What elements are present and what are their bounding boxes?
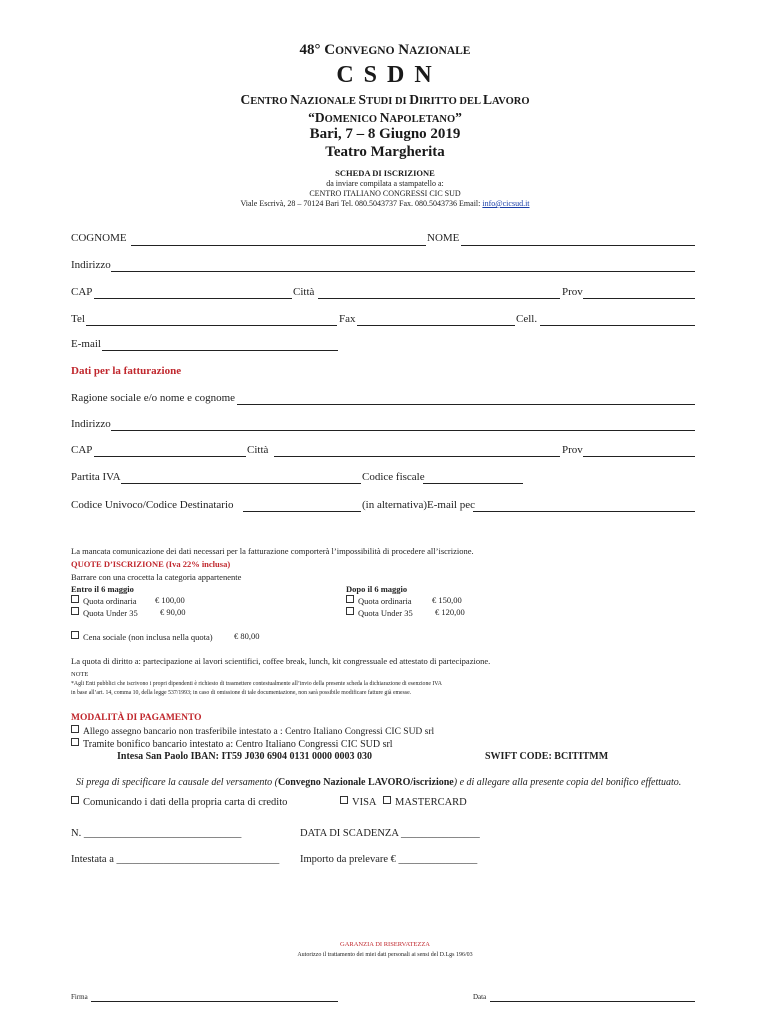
iban: Intesa San Paolo IBAN: IT59 J030 6904 0131 0000 0003 030 bbox=[117, 751, 373, 762]
firma-field[interactable] bbox=[91, 1001, 338, 1002]
billing-citta-field[interactable] bbox=[274, 456, 560, 457]
checkbox-icon[interactable] bbox=[340, 796, 348, 804]
card-number-field[interactable]: N. ______________________________ bbox=[71, 828, 242, 839]
indirizzo-label: Indirizzo bbox=[71, 259, 111, 271]
prov-field[interactable] bbox=[583, 298, 695, 299]
card-holder-field[interactable]: Intestata a _______________________________ bbox=[71, 854, 280, 865]
nome-field[interactable] bbox=[461, 245, 695, 246]
prov-label: Prov bbox=[562, 286, 583, 298]
checkbox-icon[interactable] bbox=[71, 796, 79, 804]
payment-option-cheque[interactable]: Allego assegno bancario non trasferibile intestato a : Centro Italiano Congressi CIC SUD srl bbox=[71, 725, 434, 737]
fee-before-ordinaria[interactable]: Quota ordinaria bbox=[71, 595, 137, 606]
fee-after-ordinaria-price: € 150,00 bbox=[432, 595, 462, 605]
contact-address: Viale Escrivà, 28 – 70124 Bari Tel. 080.5043737 Fax. 080.5043736 Email: info@cicsud.it bbox=[240, 199, 530, 208]
swift-code: SWIFT CODE: BCITITMM bbox=[485, 751, 609, 762]
cognome-field[interactable] bbox=[131, 245, 426, 246]
cf-label: Codice fiscale bbox=[362, 471, 425, 483]
cognome-label: COGNOME bbox=[71, 232, 127, 244]
note-line-2: in base all’art. 14, comma 10, della legge 537/1993; in caso di omissione di tale documentazione, non sarà possibile modificare fatture già emesse. bbox=[71, 690, 412, 696]
fee-after-under35-price: € 120,00 bbox=[435, 607, 465, 617]
privacy-text: Autorizzo il trattamento dei miei dati personali ai sensi del D.Lgs 196/03 bbox=[297, 952, 473, 958]
fees-after-title: Dopo il 6 maggio bbox=[346, 584, 408, 594]
pec-field[interactable] bbox=[473, 511, 695, 512]
tel-field[interactable] bbox=[86, 325, 337, 326]
billing-cap-field[interactable] bbox=[94, 456, 246, 457]
checkbox-icon[interactable] bbox=[71, 725, 79, 733]
checkbox-icon[interactable] bbox=[71, 631, 79, 639]
ragione-label: Ragione sociale e/o nome e cognome bbox=[71, 392, 236, 404]
indirizzo-field[interactable] bbox=[111, 271, 695, 272]
send-recipient: CENTRO ITALIANO CONGRESSI CIC SUD bbox=[309, 189, 461, 198]
event-venue: Teatro Margherita bbox=[325, 144, 445, 160]
payment-title: MODALITÀ DI PAGAMENTO bbox=[71, 713, 202, 723]
payment-option-card[interactable]: Comunicando i dati della propria carta di credito bbox=[71, 796, 287, 808]
org-full-name: CENTRO NAZIONALE STUDI DI DIRITTO DEL LAVORO bbox=[240, 92, 530, 107]
billing-indirizzo-label: Indirizzo bbox=[71, 418, 111, 430]
org-acronym: C S D N bbox=[336, 62, 434, 88]
cell-label: Cell. bbox=[516, 313, 538, 325]
billing-title: Dati per la fatturazione bbox=[71, 365, 182, 377]
checkbox-icon[interactable] bbox=[346, 607, 354, 615]
fees-title: QUOTE D’ISCRIZIONE (Iva 22% inclusa) bbox=[71, 559, 231, 569]
data-field[interactable] bbox=[490, 1001, 695, 1002]
ragione-field[interactable] bbox=[237, 404, 695, 405]
fee-before-under35-price: € 90,00 bbox=[160, 607, 186, 617]
fax-field[interactable] bbox=[357, 325, 515, 326]
citta-field[interactable] bbox=[318, 298, 560, 299]
univoco-label: Codice Univoco/Codice Destinatario bbox=[71, 499, 234, 511]
fee-after-under35[interactable]: Quota Under 35 bbox=[346, 607, 413, 618]
fax-label: Fax bbox=[339, 313, 356, 325]
send-instruction: da inviare compilata a stampatello a: bbox=[326, 179, 444, 188]
cap-label: CAP bbox=[71, 286, 93, 298]
card-mastercard[interactable]: MASTERCARD bbox=[383, 796, 467, 808]
checkbox-icon[interactable] bbox=[383, 796, 391, 804]
fees-instruction: Barrare con una crocetta la categoria appartenente bbox=[71, 572, 242, 582]
note-title: NOTE bbox=[71, 671, 89, 678]
pec-label: (in alternativa)E-mail pec bbox=[362, 499, 475, 511]
note-line-1: *Agli Enti pubblici che iscrivono i propri dipendenti è richiesto di trasmettere contestualmente all’invio della presente scheda la dichiarazione di esenzione IVA bbox=[71, 681, 442, 687]
fee-before-under35[interactable]: Quota Under 35 bbox=[71, 607, 138, 618]
honoree-name: “DOMENICO NAPOLETANO” bbox=[308, 110, 462, 125]
amount-field[interactable]: Importo da prelevare € _______________ bbox=[300, 854, 478, 865]
privacy-title: GARANZIA DI RISERVATEZZA bbox=[340, 941, 430, 948]
fee-social-dinner[interactable]: Cena sociale (non inclusa nella quota) bbox=[71, 631, 213, 642]
fees-before-title: Entro il 6 maggio bbox=[71, 584, 134, 594]
email-link[interactable]: info@cicsud.it bbox=[482, 199, 530, 208]
transfer-causale: Si prega di specificare la causale del versamento (Convegno Nazionale LAVORO/iscrizione) e di allegare alla presente copia del bonifico effettuato. bbox=[76, 777, 682, 788]
univoco-field[interactable] bbox=[243, 511, 361, 512]
billing-prov-field[interactable] bbox=[583, 456, 695, 457]
card-visa[interactable]: VISA bbox=[340, 796, 377, 808]
checkbox-icon[interactable] bbox=[71, 595, 79, 603]
citta-label: Città bbox=[293, 286, 315, 298]
email-label: E-mail bbox=[71, 338, 101, 350]
billing-citta-label: Città bbox=[247, 444, 269, 456]
form-title: SCHEDA DI ISCRIZIONE bbox=[335, 168, 435, 178]
billing-indirizzo-field[interactable] bbox=[111, 430, 695, 431]
fee-after-ordinaria[interactable]: Quota ordinaria bbox=[346, 595, 412, 606]
checkbox-icon[interactable] bbox=[71, 607, 79, 615]
card-expiry-field[interactable]: DATA DI SCADENZA _______________ bbox=[300, 828, 480, 839]
billing-prov-label: Prov bbox=[562, 444, 583, 456]
billing-cap-label: CAP bbox=[71, 444, 93, 456]
cf-field[interactable] bbox=[423, 483, 523, 484]
convention-number: 48° bbox=[299, 42, 321, 58]
email-field[interactable] bbox=[102, 350, 338, 351]
tel-label: Tel bbox=[71, 313, 85, 325]
nome-label: NOME bbox=[427, 232, 460, 244]
convention-title: 48° CONVEGNO NAZIONALE bbox=[299, 42, 471, 58]
fee-includes: La quota di diritto a: partecipazione ai lavori scientifici, coffee break, lunch, kit congressuale ed attestato di partecipazione. bbox=[71, 656, 491, 666]
piva-field[interactable] bbox=[121, 483, 361, 484]
fee-before-ordinaria-price: € 100,00 bbox=[155, 595, 185, 605]
checkbox-icon[interactable] bbox=[346, 595, 354, 603]
billing-notice: La mancata comunicazione dei dati necessari per la fatturazione comporterà l’impossibilità di procedere all’iscrizione. bbox=[71, 546, 474, 556]
cap-field[interactable] bbox=[94, 298, 292, 299]
fee-social-dinner-price: € 80,00 bbox=[234, 631, 260, 641]
payment-option-transfer[interactable]: Tramite bonifico bancario intestato a: Centro Italiano Congressi CIC SUD srl bbox=[71, 738, 393, 750]
piva-label: Partita IVA bbox=[71, 471, 121, 483]
data-label: Data bbox=[473, 993, 487, 1001]
cell-field[interactable] bbox=[540, 325, 695, 326]
checkbox-icon[interactable] bbox=[71, 738, 79, 746]
event-dates: Bari, 7 – 8 Giugno 2019 bbox=[309, 126, 461, 142]
firma-label: Firma bbox=[71, 993, 88, 1001]
